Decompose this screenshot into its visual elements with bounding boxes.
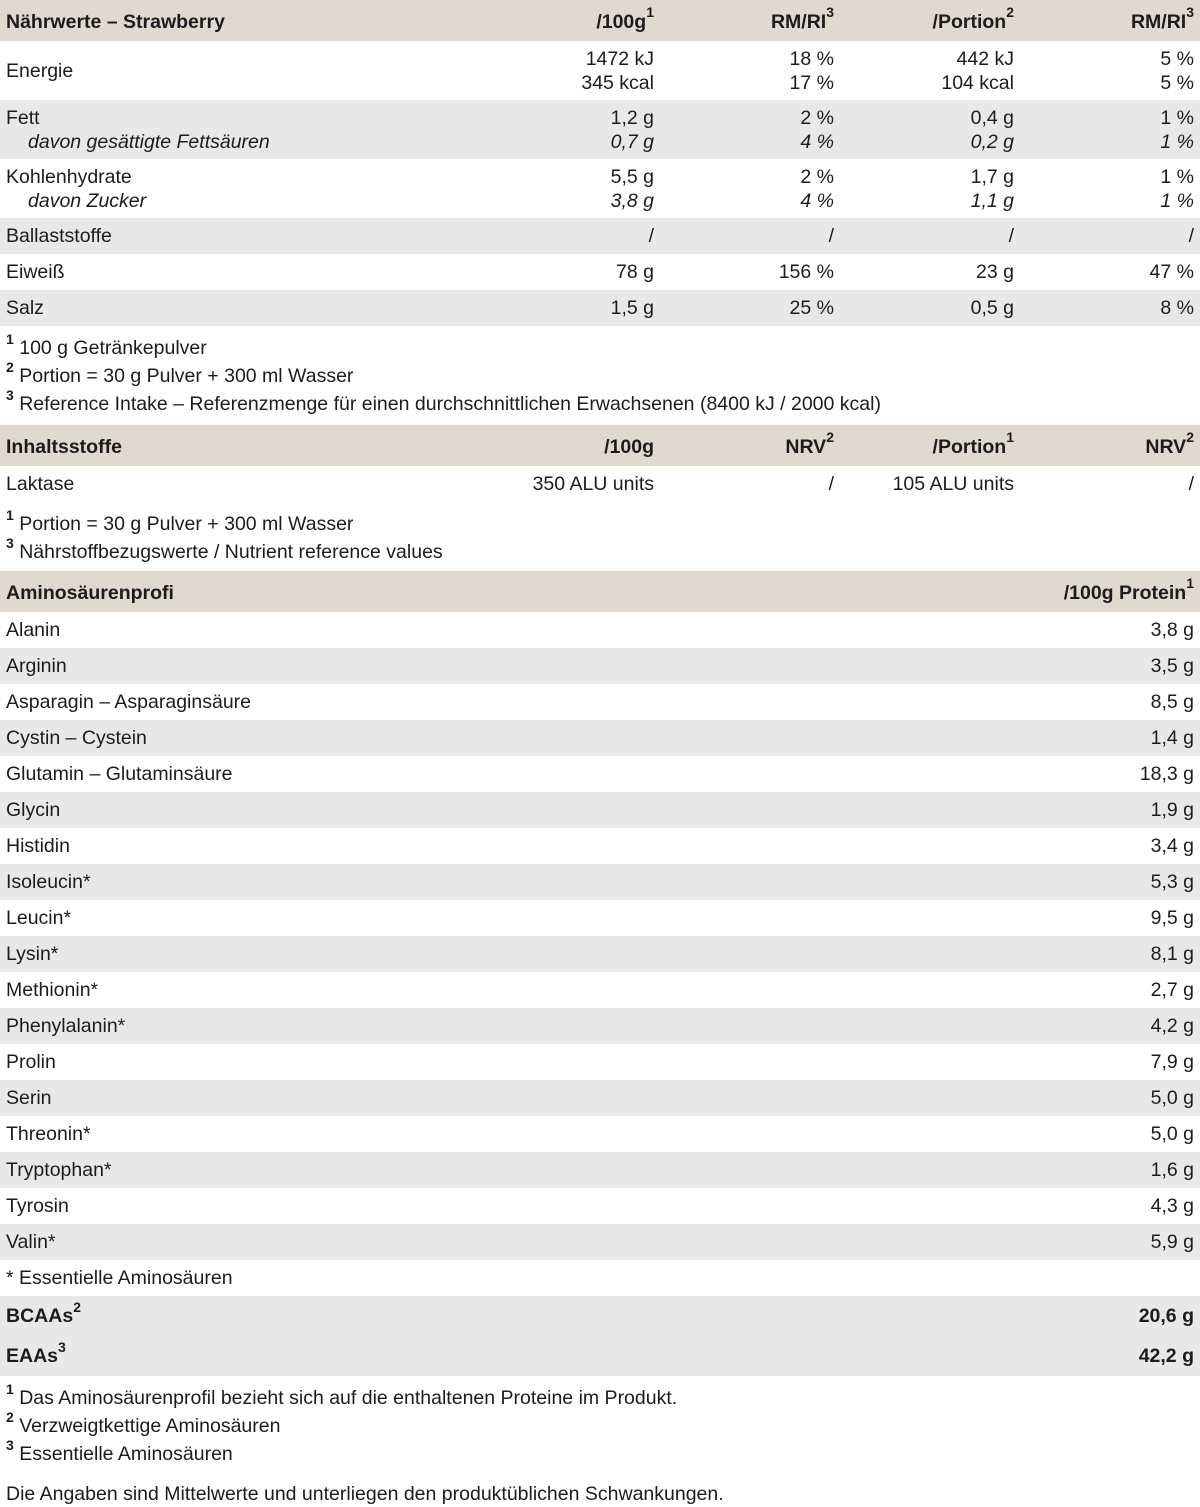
col-nrv [660,429,840,459]
footnote-marker: 2 [6,358,14,375]
cell-rmri-portion: 47 % [1149,261,1194,283]
value: 442 kJ [956,47,1014,70]
amino-name: Lysin* [6,943,59,965]
table-row [0,1008,1200,1044]
label-sup: 3 [58,1338,66,1355]
row-label: Kohlenhydrate [6,165,132,188]
amino-value: 7,9 g [1150,1051,1194,1073]
table-row [0,1188,1200,1224]
amino-name: Arginin [6,655,67,677]
cell-rmri: / [828,225,834,247]
table-row [0,828,1200,864]
cell-per-100g: 350 ALU units [532,473,654,495]
footnote-marker: 3 [6,534,14,551]
footnote [6,386,1194,418]
table-row [0,1224,1200,1260]
amino-name: Threonin* [6,1123,91,1145]
value: 5,5 g [610,165,654,188]
table-row-kohlenhydrate [0,159,1200,218]
amino-title: Aminosäurenprofi [6,581,174,604]
cell-rmri [660,165,840,213]
amino-name: Phenylalanin* [6,1015,126,1037]
ingredients-footnotes [0,502,1200,571]
footnote-marker: 3 [6,1436,14,1453]
col-nrv-portion [1020,429,1200,459]
value: 1 % [1160,189,1194,212]
amino-name: Valin* [6,1231,56,1253]
table-row [0,972,1200,1008]
value: 1,1 g [970,189,1014,212]
amino-value: 3,4 g [1150,835,1194,857]
table-row [0,1080,1200,1116]
value: 18 % [789,47,834,70]
cell-rmri [660,106,840,154]
col-label: /Portion [932,435,1007,458]
footnote-text: Das Aminosäurenprofil bezieht sich auf die enthaltenen Proteine im Produkt. [19,1387,678,1409]
cell-rmri: 25 % [789,297,834,319]
col-label: NRV [785,435,827,458]
table-row-eaa [0,1336,1200,1376]
cell-per-portion [840,106,1020,154]
table-row [0,756,1200,792]
amino-value: 4,2 g [1150,1015,1194,1037]
cell-rmri-portion: 8 % [1160,297,1194,319]
value: 0,4 g [970,106,1014,129]
col-per-100g-protein [720,575,1200,605]
table-row [0,864,1200,900]
amino-name: Tyrosin [6,1195,69,1217]
row-label: Ballaststoffe [6,225,112,247]
col-sup: 2 [1186,429,1194,445]
footnote [6,506,1194,538]
table-row [0,648,1200,684]
footnote-text: Verzweigtkettige Aminosäuren [19,1415,281,1437]
table-row-fett [0,100,1200,159]
amino-rows [0,612,1200,1260]
row-label: Salz [6,297,44,319]
cell-nrv-portion: / [1188,473,1194,495]
amino-value: 3,5 g [1150,655,1194,677]
disclaimer: Die Angaben sind Mittelwerte und unterliegen den produktüblichen Schwankungen. [6,1483,724,1505]
row-label [0,1298,720,1328]
essential-note-row [0,1260,1200,1296]
amino-value: 5,0 g [1150,1123,1194,1145]
row-label [0,1338,720,1368]
amino-table-header [0,571,1200,612]
amino-name: Alanin [6,619,61,641]
cell-per-portion: 23 g [976,261,1014,283]
value: 3,8 g [610,189,654,212]
nutrition-title: Nährwerte – Strawberry [6,10,225,33]
value: 2 % [800,106,834,129]
value: 4 % [800,189,834,212]
row-label: Fett [6,106,40,129]
row-label-cell [0,106,480,154]
footnote-marker: 2 [6,1408,14,1425]
table-row-salz [0,290,1200,326]
label-sup: 2 [73,1298,81,1315]
col-label: NRV [1145,435,1187,458]
col-per-portion [840,429,1020,459]
footnote-marker: 3 [6,386,14,403]
value: 5 % [1160,47,1194,70]
row-label: Energie [6,59,74,82]
table-row-bcaa [0,1296,1200,1336]
label-text: EAAs [6,1345,59,1367]
value: 1,2 g [610,106,654,129]
table-row [0,684,1200,720]
table-row-energie [0,41,1200,100]
table-row [0,900,1200,936]
cell-rmri-portion [1020,106,1200,154]
table-row-eiweiss [0,254,1200,290]
amino-value: 9,5 g [1150,907,1194,929]
amino-name: Leucin* [6,907,72,929]
cell-per-100g: / [648,225,654,247]
footnote-text: Portion = 30 g Pulver + 300 ml Wasser [19,365,354,387]
value: 5 % [1160,71,1194,94]
amino-value: 5,3 g [1150,871,1194,893]
table-row [0,1044,1200,1080]
cell-per-100g: 78 g [616,261,654,283]
value: 0,7 g [610,130,654,153]
footnote-text: 100 g Getränkepulver [19,337,207,359]
footnote [6,358,1194,390]
amino-name: Serin [6,1087,52,1109]
row-label: Eiweiß [6,261,65,283]
table-row [0,936,1200,972]
ingredients-title: Inhaltsstoffe [6,435,122,458]
ingredients-table-header [0,425,1200,466]
value: 1 % [1160,165,1194,188]
table-row-laktase [0,466,1200,502]
row-label-cell [0,165,480,213]
col-label: /100g [604,435,654,458]
col-rmri-portion: $RM/RI^3$ [1130,4,1194,33]
footnote-text: Essentielle Aminosäuren [19,1443,233,1465]
amino-value: 1,9 g [1150,799,1194,821]
cell-per-portion: 105 ALU units [892,473,1014,495]
table-row [0,792,1200,828]
amino-value: 1,6 g [1150,1159,1194,1181]
amino-value: 3,8 g [1150,619,1194,641]
footnote-text: Portion = 30 g Pulver + 300 ml Wasser [19,513,354,535]
table-row [0,1116,1200,1152]
cell-per-100g [480,47,660,95]
amino-name: Methionin* [6,979,99,1001]
value: 1 % [1160,130,1194,153]
amino-name: Histidin [6,835,70,857]
cell-rmri-portion: / [1188,225,1194,247]
amino-value: 8,5 g [1150,691,1194,713]
col-sup: 2 [826,429,834,445]
row-value: 42,2 g [1138,1345,1194,1367]
cell-rmri-portion [1020,165,1200,213]
value: 1,7 g [970,165,1014,188]
essential-note: * Essentielle Aminosäuren [6,1267,233,1289]
value: 17 % [789,71,834,94]
amino-name: Tryptophan* [6,1159,112,1181]
cell-per-100g [480,106,660,154]
footnote [6,1408,1194,1440]
amino-name: Glycin [6,799,61,821]
value: 345 kcal [581,71,654,94]
cell-rmri-portion [1020,47,1200,95]
amino-value: 18,3 g [1139,763,1194,785]
amino-value: 5,9 g [1150,1231,1194,1253]
amino-value: 4,3 g [1150,1195,1194,1217]
value: 4 % [800,130,834,153]
amino-value: 1,4 g [1150,727,1194,749]
cell-rmri [660,47,840,95]
amino-name: Cystin – Cystein [6,727,147,749]
footnote-marker: 1 [6,506,14,523]
cell-per-portion: 0,5 g [970,297,1014,319]
amino-name: Prolin [6,1051,56,1073]
table-row [0,612,1200,648]
col-per-portion: /Portion$^2$ [932,4,1014,33]
nutrition-table-header [0,0,1200,41]
col-per-100g [480,433,660,459]
cell-nrv: / [828,473,834,495]
footnote [6,330,1194,362]
table-row [0,720,1200,756]
footnote-marker: 1 [6,1380,14,1397]
col-per-100g: $/100g^1$ [596,4,654,33]
row-value: 20,6 g [1138,1305,1194,1327]
footnote [6,1380,1194,1412]
col-rmri: $RM/RI^3$ [770,4,834,33]
amino-footnotes [0,1376,1200,1468]
cell-per-portion: / [1008,225,1014,247]
col-sup: 1 [1006,429,1014,445]
cell-per-100g: 1,5 g [610,297,654,319]
table-row [0,1152,1200,1188]
row-label: Laktase [6,473,75,495]
amino-value: 5,0 g [1150,1087,1194,1109]
cell-per-portion [840,165,1020,213]
value: 1472 kJ [585,47,654,70]
label-text: BCAAs [6,1305,74,1327]
amino-name: Isoleucin* [6,871,91,893]
amino-name: Glutamin – Glutaminsäure [6,763,233,785]
footnote-text: Nährstoffbezugswerte / Nutrient reference values [19,541,443,563]
col-sup: 1 [1186,575,1194,591]
cell-rmri: 156 % [778,261,834,283]
footnote [6,1436,1194,1468]
amino-value: 8,1 g [1150,943,1194,965]
footnote-text: Reference Intake – Referenzmenge für einen durchschnittlichen Erwachsenen (8400 kJ / 2000 kcal) [19,393,881,415]
footnote-marker: 1 [6,330,14,347]
row-sublabel: davon Zucker [28,189,147,212]
row-sublabel: davon gesättigte Fettsäuren [28,130,270,153]
value: 104 kcal [941,71,1014,94]
cell-per-100g [480,165,660,213]
col-label: /100g Protein [1063,581,1187,604]
value: 0,2 g [970,130,1014,153]
value: 1 % [1160,106,1194,129]
nutrition-footnotes [0,326,1200,425]
table-row-ballaststoffe [0,218,1200,254]
value: 2 % [800,165,834,188]
footnote [6,534,1194,566]
amino-name: Asparagin – Asparaginsäure [6,691,251,713]
amino-value: 2,7 g [1150,979,1194,1001]
cell-per-portion [840,47,1020,95]
